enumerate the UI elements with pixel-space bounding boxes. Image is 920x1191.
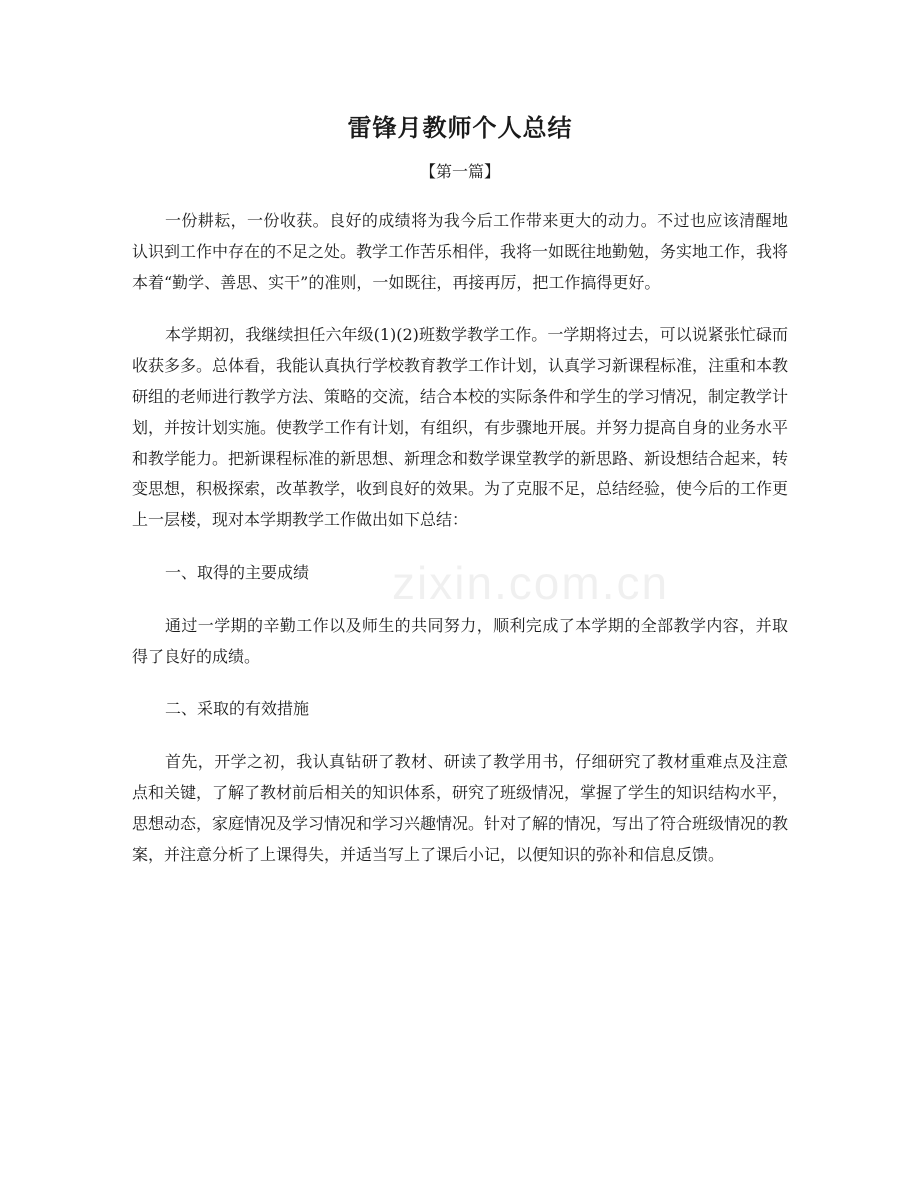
section-heading-2: 二、采取的有效措施 xyxy=(165,699,310,719)
document-title: 雷锋月教师个人总结 xyxy=(347,113,573,142)
watermark: zixin.com.cn xyxy=(392,557,670,609)
paragraph-4: 首先，开学之初，我认真钻研了教材、研读了教学用书，仔细研究了教材重难点及注意点和关键，了解了教材前后相关的知识体系，研究了班级情况，掌握了学生的知识结构水平，思想动态，家庭情况及学习情况和学习兴趣情况。针对了解的情况，写出了符合班级情况的教案，并注意分析了上课得失，并适当写上了课后小记，以便知识的弥补和信息反馈。 xyxy=(132,752,789,864)
document-body xyxy=(132,206,788,892)
section-label: 【第一篇】 xyxy=(419,162,500,181)
paragraph-3: 通过一学期的辛勤工作以及师生的共同努力，顺利完成了本学期的全部教学内容，并取得了良好的成绩。 xyxy=(132,615,788,666)
section-heading-1: 一、取得的主要成绩 xyxy=(165,562,310,582)
paragraph-1: 一份耕耘，一份收获。良好的成绩将为我今后工作带来更大的动力。不过也应该清醒地认识到工作中存在的不足之处。教学工作苦乐相伴，我将一如既往地勤勉，务实地工作，我将本着“勤学、善思、实干”的准则，一如既往，再接再厉，把工作搞得更好。 xyxy=(132,211,789,292)
paragraph-2: 本学期初，我继续担任六年级(1)(2)班数学教学工作。一学期将过去，可以说紧张忙碌而收获多多。总体看，我能认真执行学校教育教学工作计划，认真学习新课程标准，注重和本教研组的老师进行教学方法、策略的交流，结合本校的实际条件和学生的学习情况，制定教学计划，并按计划实施。使教学工作有计划，有组织，有步骤地开展。并努力提高自身的业务水平和教学能力。把新课程标准的新思想、新理念和数学课堂教学的新思路、新设想结合起来，转变思想，积极探索，改革教学，收到良好的效果。为了克服不足，总结经验，使今后的工作更上一层楼，现对本学期教学工作做出如下总结： xyxy=(132,325,789,530)
